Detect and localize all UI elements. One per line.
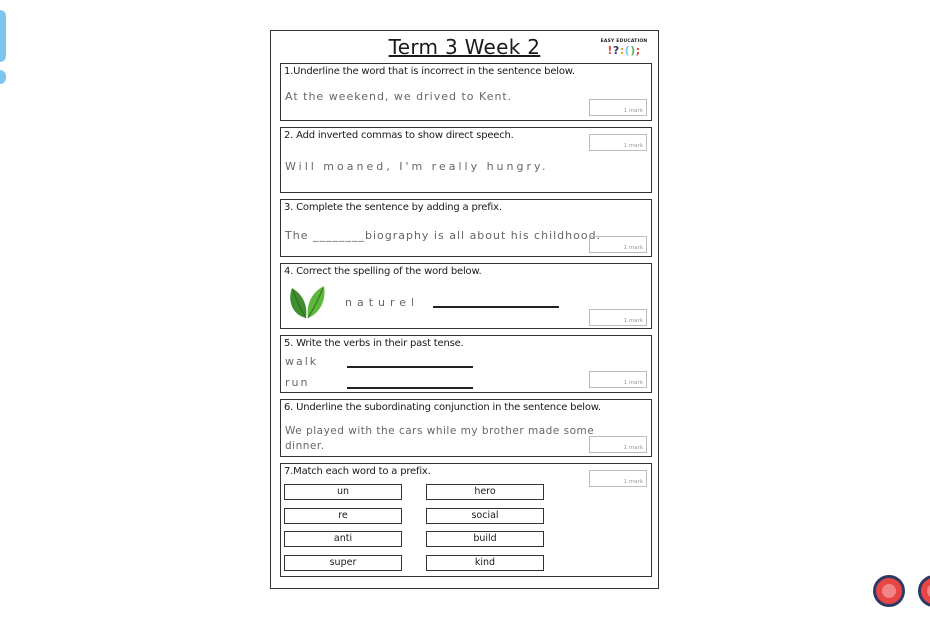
misspelled-word: naturel bbox=[345, 296, 420, 309]
question-1-prompt: 1.Underline the word that is incorrect in the sentence below. bbox=[284, 66, 575, 77]
question-4 bbox=[280, 263, 652, 329]
word-kind[interactable]: kind bbox=[426, 555, 544, 571]
mark-label: 1 mark bbox=[623, 245, 643, 251]
mark-box[interactable] bbox=[589, 99, 647, 116]
mark-label: 1 mark bbox=[623, 318, 643, 324]
logo-text: EASY EDUCATION bbox=[600, 39, 648, 44]
question-2-prompt: 2. Add inverted commas to show direct speech. bbox=[284, 130, 514, 141]
mark-label: 1 mark bbox=[623, 380, 643, 386]
question-6 bbox=[280, 399, 652, 457]
question-6-sentence-line1[interactable]: We played with the cars while my brother made some bbox=[285, 425, 595, 437]
verb-walk: walk bbox=[285, 355, 319, 368]
word-hero[interactable]: hero bbox=[426, 484, 544, 500]
worksheet-title: Term 3 Week 2 bbox=[388, 35, 541, 59]
answer-line[interactable] bbox=[347, 366, 473, 368]
question-3 bbox=[280, 199, 652, 257]
question-7-prompt: 7.Match each word to a prefix. bbox=[284, 466, 431, 477]
leaf-icon bbox=[286, 284, 328, 322]
question-6-sentence-line2[interactable]: dinner. bbox=[285, 440, 325, 452]
question-1 bbox=[280, 63, 652, 121]
word-social[interactable]: social bbox=[426, 508, 544, 524]
verb-run: run bbox=[285, 376, 310, 389]
easy-education-logo bbox=[600, 39, 648, 61]
mark-box[interactable] bbox=[589, 470, 647, 487]
decorative-exclamation bbox=[0, 10, 10, 80]
mark-label: 1 mark bbox=[623, 479, 643, 485]
mark-box[interactable] bbox=[589, 309, 647, 326]
worksheet bbox=[270, 30, 659, 589]
prefix-un[interactable]: un bbox=[284, 484, 402, 500]
mark-box[interactable] bbox=[589, 236, 647, 253]
question-7 bbox=[280, 463, 652, 577]
question-4-prompt: 4. Correct the spelling of the word below. bbox=[284, 266, 482, 277]
question-5 bbox=[280, 335, 652, 393]
answer-line[interactable] bbox=[433, 306, 559, 308]
question-2-sentence[interactable]: Will moaned, I'm really hungry. bbox=[285, 160, 549, 173]
red-pen-button[interactable] bbox=[918, 575, 930, 607]
word-build[interactable]: build bbox=[426, 531, 544, 547]
question-5-prompt: 5. Write the verbs in their past tense. bbox=[284, 338, 464, 349]
question-2 bbox=[280, 127, 652, 193]
question-1-sentence[interactable]: At the weekend, we drived to Kent. bbox=[285, 90, 513, 103]
prefix-re[interactable]: re bbox=[284, 508, 402, 524]
prefix-super[interactable]: super bbox=[284, 555, 402, 571]
answer-line[interactable] bbox=[347, 387, 473, 389]
prefix-anti[interactable]: anti bbox=[284, 531, 402, 547]
question-6-prompt: 6. Underline the subordinating conjunction in the sentence below. bbox=[284, 402, 601, 413]
mark-box[interactable] bbox=[589, 134, 647, 151]
question-3-sentence[interactable]: The ________biography is all about his childhood. bbox=[285, 229, 602, 242]
logo-glyphs: !?:(); bbox=[607, 44, 641, 57]
mark-label: 1 mark bbox=[623, 445, 643, 451]
mark-label: 1 mark bbox=[623, 108, 643, 114]
mark-box[interactable] bbox=[589, 436, 647, 453]
red-pen-button[interactable] bbox=[873, 575, 905, 607]
mark-label: 1 mark bbox=[623, 143, 643, 149]
question-3-prompt: 3. Complete the sentence by adding a prefix. bbox=[284, 202, 502, 213]
mark-box[interactable] bbox=[589, 371, 647, 388]
